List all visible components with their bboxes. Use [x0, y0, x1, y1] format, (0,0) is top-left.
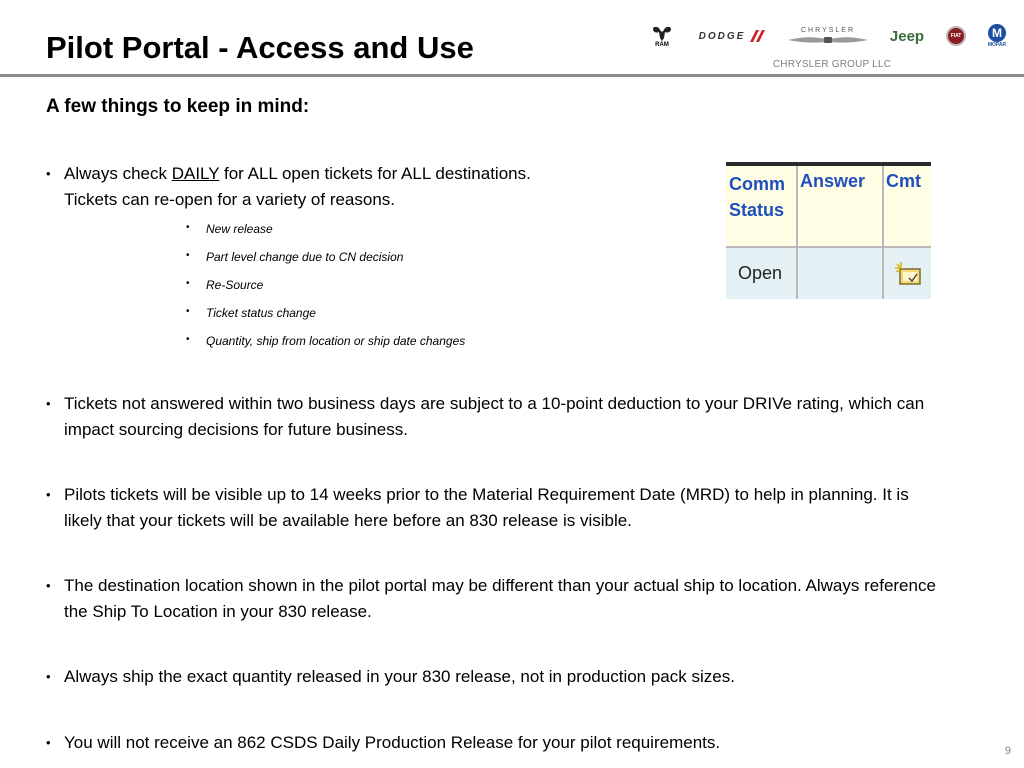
cell-answer	[798, 248, 883, 299]
fiat-badge-icon: FIAT	[946, 26, 966, 46]
header-answer: Answer	[798, 166, 883, 247]
ram-head-icon	[651, 26, 673, 42]
bullet-item: • The destination location shown in the pilot portal may be different than your actual ship to location. Always reference the Ship To Location in your 830 release.	[46, 576, 936, 621]
chrysler-wings-icon	[786, 34, 870, 46]
mopar-m-icon: M	[988, 24, 1006, 42]
sub-item: • New release	[186, 222, 273, 236]
mopar-logo: M MOPAR	[987, 25, 1007, 48]
header-comm-status: Comm Status	[726, 166, 797, 247]
ticket-table-image	[726, 162, 931, 299]
dodge-stripes-icon	[747, 30, 765, 42]
header-cmt: Cmt	[884, 166, 931, 247]
sub-item: • Ticket status change	[186, 306, 316, 320]
page-title: Pilot Portal - Access and Use	[46, 30, 474, 65]
cell-status-open: Open	[726, 248, 797, 299]
table-grid-line	[796, 166, 798, 299]
sub-item: • Part level change due to CN decision	[186, 250, 404, 264]
header-divider	[0, 74, 1024, 77]
sub-item: • Quantity, ship from location or ship date changes	[186, 334, 466, 348]
dodge-logo: DODGE	[690, 28, 774, 44]
fiat-logo	[944, 24, 968, 48]
daily-emphasis: DAILY	[171, 164, 220, 183]
comment-icon[interactable]	[894, 261, 922, 287]
ram-logo: RAM	[648, 24, 676, 50]
table-grid-line	[882, 166, 884, 299]
cell-comment[interactable]	[884, 248, 931, 299]
section-subtitle: A few things to keep in mind:	[46, 96, 310, 117]
bullet-item: • Pilots tickets will be visible up to 14 weeks prior to the Material Requirement Date (MRD) to help in planning. It is likely that your tickets will be available here before an 830 release is visible.	[46, 485, 909, 530]
page-number: 9	[1004, 745, 1011, 757]
bullet-item: • Tickets not answered within two business days are subject to a 10-point deduction to your DRIVe rating, which can impact sourcing decisions for future business.	[46, 394, 925, 439]
company-name: CHRYSLER GROUP LLC	[772, 59, 892, 70]
table-grid-line	[726, 246, 931, 248]
bullet-dot: •	[46, 166, 51, 181]
bullet-item: • Always ship the exact quantity released in your 830 release, not in production pack sizes.	[46, 667, 735, 686]
bullet-daily-check: • Always check DAILY for ALL open tickets for ALL destinations. Tickets can re-open for a variety of reasons.	[46, 161, 946, 213]
sub-item: • Re-Source	[186, 278, 264, 292]
brand-logos	[640, 18, 1024, 52]
chrysler-logo: CHRYSLER	[786, 22, 870, 50]
bullet-item: • You will not receive an 862 CSDS Daily Production Release for your pilot requirements.	[46, 733, 721, 752]
jeep-logo: Jeep	[889, 27, 925, 45]
